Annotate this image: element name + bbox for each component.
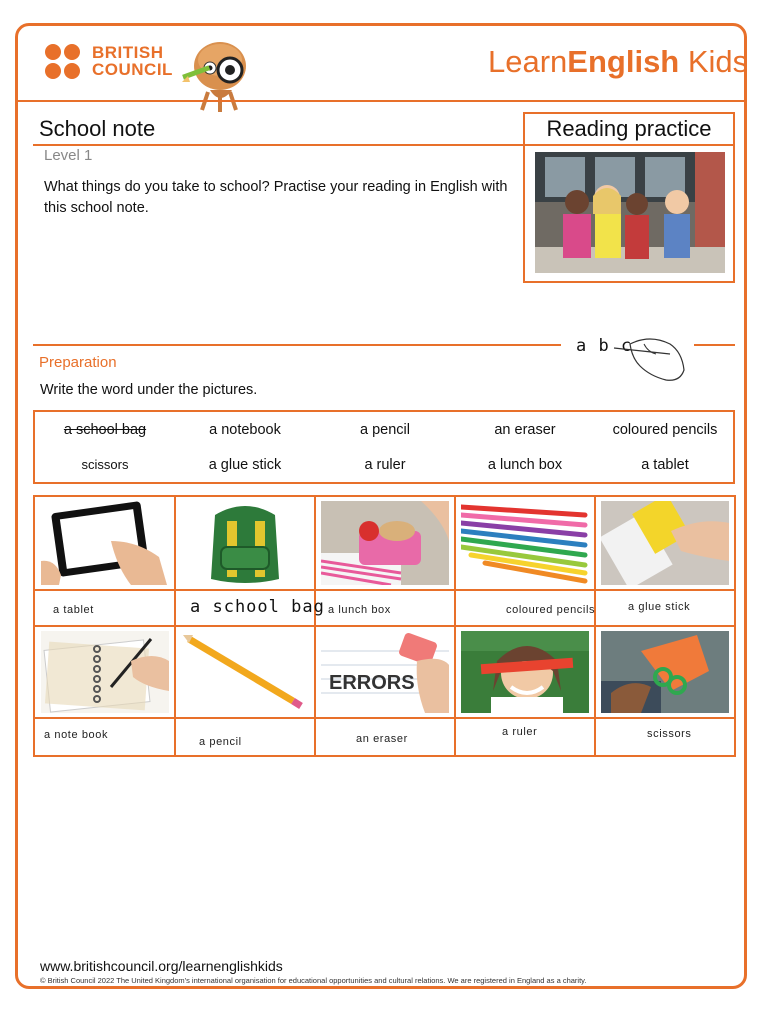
level-label: Level 1 [44, 147, 93, 164]
preparation-divider-right [694, 344, 735, 346]
word-bank-item-tablet: a tablet [641, 457, 689, 473]
answer-label: coloured pencils [506, 604, 596, 616]
footer-legal: © British Council 2022 The United Kingdom's international organisation for educational opportunities and cultural relations. We are registered in England as a charity. [40, 976, 587, 985]
word-bank [33, 410, 735, 484]
glue-stick-picture [601, 501, 729, 585]
photo-frame [523, 146, 735, 283]
grid-line [35, 717, 734, 719]
ruler-picture [461, 631, 589, 713]
notebook-picture [41, 631, 169, 713]
word-bank-item-glue-stick: a glue stick [208, 457, 282, 473]
word-bank-item-pencil: a pencil [360, 422, 410, 438]
header-divider [18, 100, 746, 102]
eraser-picture-text: ERRORS [329, 672, 415, 694]
picture-grid [33, 495, 736, 757]
school-bag-picture [181, 501, 309, 585]
preparation-instruction: Write the word under the pictures. [40, 382, 258, 398]
answer-label: a ruler [502, 726, 538, 738]
answer-label: a tablet [53, 604, 94, 616]
preparation-divider-left [33, 344, 561, 346]
reading-practice-badge: Reading practice [523, 112, 735, 146]
word-bank-item-coloured-pencils: coloured pencils [612, 422, 718, 438]
page-title: School note [39, 116, 156, 141]
tablet-picture [41, 501, 169, 585]
answer-label: an eraser [356, 733, 408, 745]
word-bank-item-eraser: an eraser [494, 422, 556, 438]
pencil-picture [181, 631, 309, 713]
answer-label: a pencil [199, 736, 242, 748]
eraser-picture [321, 631, 449, 713]
scissors-picture [601, 631, 729, 713]
learnenglish-kids-logo: LearnEnglish Kids [488, 44, 749, 79]
answer-label: a note book [44, 729, 109, 741]
footer-url[interactable]: www.britishcouncil.org/learnenglishkids [40, 958, 283, 974]
abc-handwriting: a b c [576, 336, 633, 356]
answer-label: scissors [647, 728, 692, 740]
answer-label: a glue stick [628, 601, 691, 613]
preparation-heading: Preparation [39, 354, 117, 371]
word-bank-item-lunch-box: a lunch box [487, 457, 563, 473]
title-underline [33, 144, 523, 146]
coloured-pencils-picture [461, 501, 589, 585]
word-bank-item-ruler: a ruler [364, 457, 406, 473]
british-council-logo-icon [45, 44, 85, 80]
writing-hand-icon [610, 330, 690, 386]
intro-text: What things do you take to school? Practise your reading in English with this school note. [44, 179, 508, 216]
british-council-wordmark: BRITISH COUNCIL [92, 43, 173, 79]
answer-label: a lunch box [328, 604, 391, 616]
grid-line [35, 589, 734, 591]
answer-label-handwritten: a school bag [190, 597, 325, 617]
children-photo [535, 152, 725, 273]
grid-line [35, 625, 734, 627]
word-bank-item-notebook: a notebook [209, 422, 281, 438]
lunch-box-picture [321, 501, 449, 585]
word-bank-item-school-bag: a school bag [63, 422, 147, 438]
word-bank-item-scissors: scissors [81, 457, 129, 472]
